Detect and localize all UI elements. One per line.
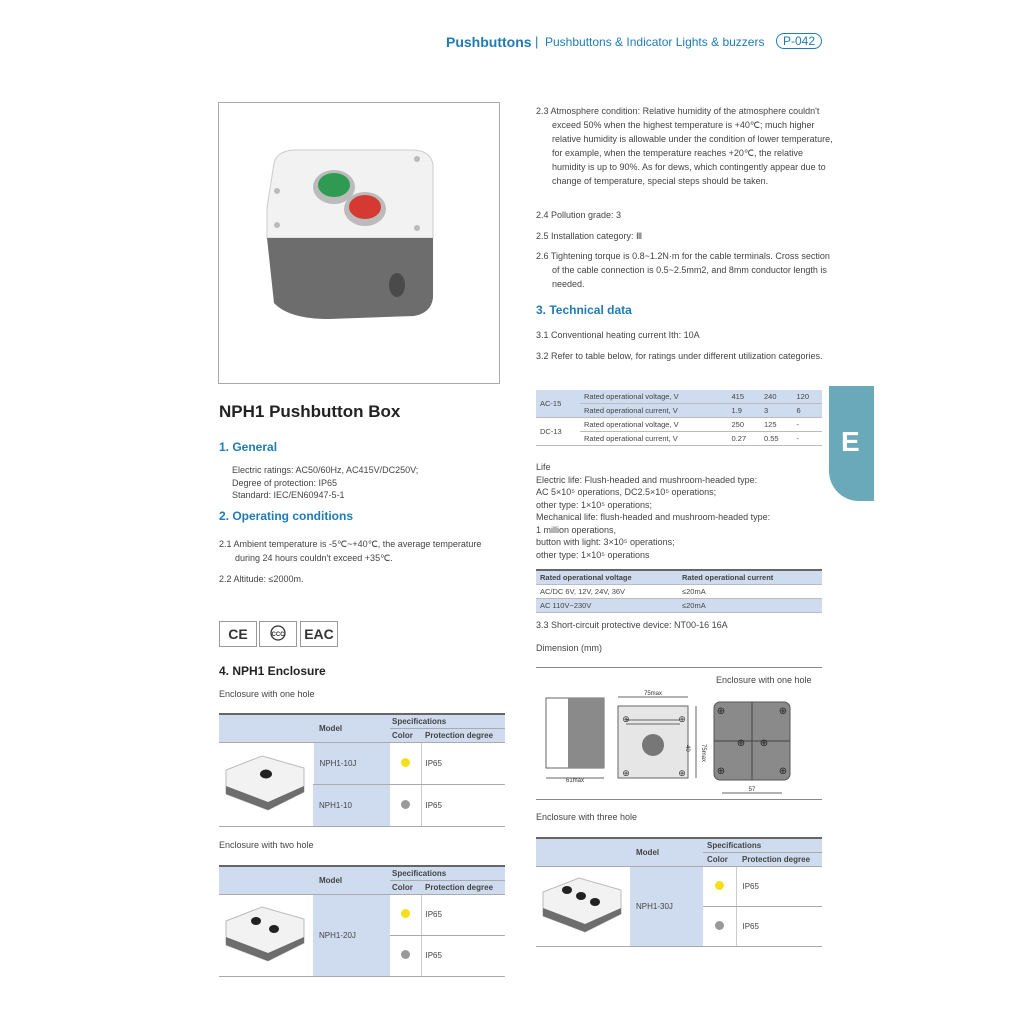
color-swatch xyxy=(715,881,724,890)
prot-header: Protection degree xyxy=(421,880,505,894)
dim-depth: 61max xyxy=(565,778,585,784)
operating-heading: 2. Operating conditions xyxy=(219,509,354,523)
color-swatch xyxy=(401,800,410,809)
mount-hole-icon: ⊕ xyxy=(736,738,746,749)
protection-cell: IP65 xyxy=(421,935,505,976)
label-cell: Rated operational voltage, V xyxy=(580,418,728,432)
color-swatch xyxy=(401,758,410,767)
color-header: Color xyxy=(390,880,421,894)
value-cell: 415 xyxy=(728,390,760,404)
para-3-2: 3.2 Refer to table below, for ratings under different utilization categories. xyxy=(536,351,823,361)
spec-header: Specifications xyxy=(703,838,822,852)
ce-mark xyxy=(219,621,257,647)
ce-text: CE xyxy=(228,626,248,642)
enc-three-caption: Enclosure with three hole xyxy=(536,812,638,822)
light-header: Rated operational voltage xyxy=(536,570,678,585)
ratings-table xyxy=(536,390,822,446)
screw-icon: ⊕ xyxy=(622,768,630,778)
light-cell: AC/DC 6V, 12V, 24V, 36V xyxy=(536,585,678,599)
category-cell: AC-15 xyxy=(536,390,580,418)
dimension-label: Dimension (mm) xyxy=(536,643,603,653)
model-header: Model xyxy=(630,838,703,866)
general-line: Standard: IEC/EN60947-5-1 xyxy=(232,490,345,500)
para-3-3: 3.3 Short-circuit protective device: NT00-16 16A xyxy=(536,620,728,630)
general-lines xyxy=(232,464,492,502)
ccc-mark xyxy=(259,621,297,647)
protection-cell: IP65 xyxy=(736,906,822,946)
screw-icon: ⊕ xyxy=(678,768,686,778)
table-row: NPH1-10J xyxy=(313,742,390,784)
divider xyxy=(536,667,822,668)
spec-header: Specifications xyxy=(390,866,505,880)
value-cell: 0.27 xyxy=(728,432,760,446)
life-line: Life xyxy=(536,462,551,472)
model-header: Model xyxy=(313,866,390,894)
color-swatch xyxy=(401,909,410,918)
table-row xyxy=(536,418,822,432)
eac-text: EAC xyxy=(304,626,334,642)
value-cell: - xyxy=(792,418,822,432)
para-2-5: 2.5 Installation category: Ⅲ xyxy=(536,231,643,241)
para-2-2: 2.2 Altitude: ≤2000m. xyxy=(219,574,304,584)
model-header: Model xyxy=(313,714,390,742)
general-line: Electric ratings: AC50/60Hz, AC415V/DC250V; xyxy=(232,465,419,475)
enclosure-heading: 4. NPH1 Enclosure xyxy=(219,664,326,678)
protection-cell: IP65 xyxy=(421,894,505,935)
enc-one-table xyxy=(219,713,505,827)
color-header: Color xyxy=(390,728,421,742)
dim-height-inner: 40 xyxy=(684,745,690,752)
header-subtitle: Pushbuttons & Indicator Lights & buzzers xyxy=(545,35,765,49)
header-separator: | xyxy=(535,34,539,49)
para-2-4: 2.4 Pollution grade: 3 xyxy=(536,210,622,220)
label-cell: Rated operational current, V xyxy=(580,404,728,418)
enc-three-image xyxy=(536,866,630,946)
table-row xyxy=(536,390,822,404)
protection-cell: IP65 xyxy=(736,866,822,906)
enc-one-dim-caption: Enclosure with one hole xyxy=(716,675,812,685)
mount-hole-icon: ⊕ xyxy=(716,766,726,777)
screw-icon: ⊕ xyxy=(622,714,630,724)
value-cell: 240 xyxy=(760,390,792,404)
dim-width: 75max xyxy=(643,691,663,697)
table-row xyxy=(536,599,822,613)
para-2-6: 2.6 Tightening torque is 0.8~1.2N·m for the cable terminals. Cross section of the cable connection is 0.5~2.5mm2, and 8mm conductor length is needed. xyxy=(536,251,830,289)
dimension-drawing xyxy=(536,688,826,798)
prot-header: Protection degree xyxy=(421,728,505,742)
para-2-1: 2.1 Ambient temperature is -5℃~+40℃, the average temperature during 24 hours couldn't exceed +35℃. xyxy=(219,539,482,563)
technical-heading: 3. Technical data xyxy=(536,303,632,317)
value-cell: 6 xyxy=(792,404,822,418)
para-3-1: 3.1 Conventional heating current Ith: 10A xyxy=(536,330,700,340)
enc-one-caption: Enclosure with one hole xyxy=(219,689,315,699)
para-2-3: 2.3 Atmosphere condition: Relative humidity of the atmosphere couldn't exceed 50% when the highest temperature is +40℃; much higher relative humidity is allowable under the condition of lower temperature, for example, when the temperature reaches +20℃, the relative humidity is up to 90%. As for dews, which contingently appear due to change of temperature, special steps should be taken. xyxy=(536,106,833,186)
mount-hole-icon: ⊕ xyxy=(778,706,788,717)
enc-one-image xyxy=(219,742,313,826)
life-line: Electric life: Flush-headed and mushroom-headed type: xyxy=(536,474,758,485)
dim-height: 75max xyxy=(700,744,706,763)
divider xyxy=(536,799,822,800)
ccc-text: CCC xyxy=(271,632,285,638)
value-cell: 1.9 xyxy=(728,404,760,418)
life-line: AC 5×10⁵ operations, DC2.5×10⁵ operations; xyxy=(536,487,717,497)
life-line: button with light: 3×10⁵ operations; xyxy=(536,537,675,547)
prot-header: Protection degree xyxy=(736,852,822,866)
mount-hole-icon: ⊕ xyxy=(759,738,769,749)
page-number: P-042 xyxy=(776,33,822,49)
table-row: NPH1-20J xyxy=(313,894,390,976)
mount-hole-icon: ⊕ xyxy=(778,766,788,777)
value-cell: 120 xyxy=(792,390,822,404)
color-header: Color xyxy=(703,852,736,866)
enc-two-caption: Enclosure with two hole xyxy=(219,840,314,850)
value-cell: 0.55 xyxy=(760,432,792,446)
life-line: 1 million operations, xyxy=(536,524,617,535)
spec-header: Specifications xyxy=(390,714,505,728)
color-swatch xyxy=(715,921,724,930)
protection-cell: IP65 xyxy=(421,742,505,784)
life-block xyxy=(536,461,822,561)
category-cell: DC-13 xyxy=(536,418,580,446)
light-table xyxy=(536,569,822,613)
life-line: Mechanical life: flush-headed and mushroom-headed type: xyxy=(536,512,771,522)
label-cell: Rated operational voltage, V xyxy=(580,390,728,404)
value-cell: - xyxy=(792,432,822,446)
general-heading: 1. General xyxy=(219,440,278,454)
value-cell: 250 xyxy=(728,418,760,432)
eac-mark xyxy=(300,621,338,647)
enc-two-table xyxy=(219,865,505,977)
table-row xyxy=(536,585,822,599)
screw-icon: ⊕ xyxy=(678,714,686,724)
enc-two-image xyxy=(219,894,313,976)
light-cell: AC 110V~230V xyxy=(536,599,678,613)
life-line: other type: 1×10⁵ operations; xyxy=(536,499,653,510)
life-line: other type: 1×10⁵ operations xyxy=(536,549,650,560)
product-title: NPH1 Pushbutton Box xyxy=(219,402,401,421)
value-cell: 3 xyxy=(760,404,792,418)
light-header: Rated operational current xyxy=(678,570,822,585)
table-row: NPH1-30J xyxy=(630,866,703,946)
header-title: Pushbuttons xyxy=(446,34,532,50)
value-cell: 125 xyxy=(760,418,792,432)
enc-three-table xyxy=(536,837,822,947)
section-tab-letter: E xyxy=(841,426,860,457)
mount-hole-icon: ⊕ xyxy=(716,706,726,717)
color-swatch xyxy=(401,950,410,959)
label-cell: Rated operational current, V xyxy=(580,432,728,446)
light-cell: ≤20mA xyxy=(678,585,822,599)
table-row: NPH1-10 xyxy=(313,784,390,826)
light-cell: ≤20mA xyxy=(678,599,822,613)
general-line: Degree of protection: IP65 xyxy=(232,477,338,488)
product-photo xyxy=(218,102,500,384)
dim-mount: 57 xyxy=(748,787,756,793)
section-tab xyxy=(829,386,874,501)
protection-cell: IP65 xyxy=(421,784,505,826)
